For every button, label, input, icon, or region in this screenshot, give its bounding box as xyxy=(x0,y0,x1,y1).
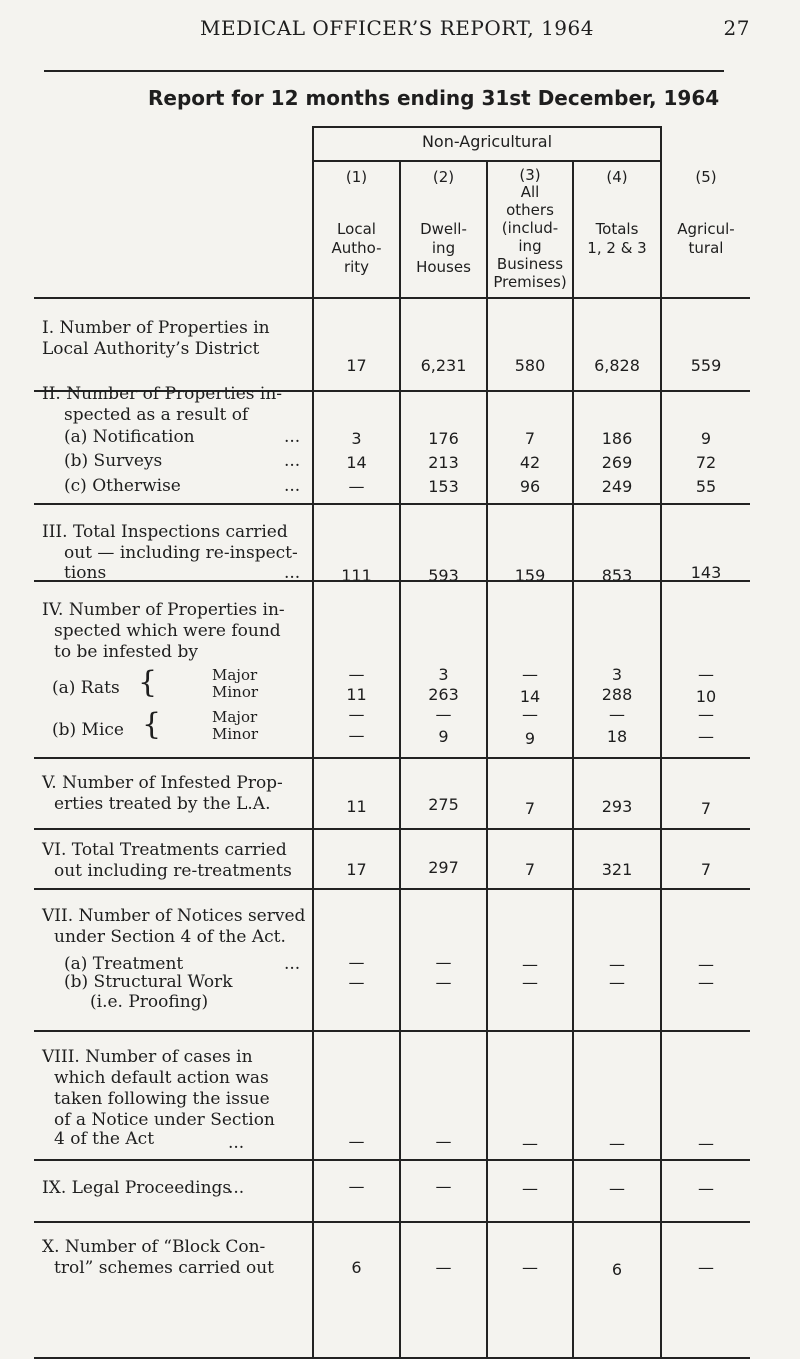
row6-l2: out including re-treatments xyxy=(54,861,292,881)
row3-c2: 593 xyxy=(428,566,459,585)
col3-line1: All xyxy=(520,183,540,201)
group-header: Non-Agricultural xyxy=(421,132,553,151)
mice-major-c5: — xyxy=(698,705,714,724)
row3-dots: ... xyxy=(284,563,301,583)
col1-line1: Local xyxy=(337,220,376,238)
row8-c3: — xyxy=(522,1134,538,1153)
row5-c1: 11 xyxy=(346,797,367,816)
row6-c5: 7 xyxy=(700,860,712,879)
col3-line2: others xyxy=(506,201,554,219)
mice-major-c1: — xyxy=(348,705,365,724)
row4-l2: spected which were found xyxy=(54,621,281,641)
row1-c2: 6,231 xyxy=(420,356,467,375)
col4-num: (4) xyxy=(606,168,628,186)
row8-c2: — xyxy=(435,1132,452,1151)
row2c-c3: 96 xyxy=(519,477,541,496)
row2-label-line2b: spected as a result of xyxy=(64,405,249,425)
col2-line2: ing xyxy=(431,239,456,257)
row1-label-line1: I. Number of Properties in xyxy=(42,318,270,338)
row9-c5: — xyxy=(698,1179,714,1198)
row5-c2: 275 xyxy=(428,795,459,814)
rats-major-c2: 3 xyxy=(438,665,449,684)
row6-c2: 297 xyxy=(428,858,459,877)
row9-dots: ... xyxy=(228,1178,245,1198)
mice-major-c4: — xyxy=(609,705,625,724)
row2c-c4: 249 xyxy=(601,477,633,496)
row10-c1: 6 xyxy=(351,1258,362,1277)
row7a-c1: — xyxy=(348,953,365,972)
row7b-label: (b) Structural Work xyxy=(64,972,233,992)
col2-num: (2) xyxy=(432,168,455,186)
row2c-c2: 153 xyxy=(428,477,459,496)
col1-line3: rity xyxy=(343,258,370,276)
row2b-c4: 269 xyxy=(601,453,633,472)
row2a-dots: ... xyxy=(284,427,301,447)
row3-c1: 111 xyxy=(341,566,372,585)
row2a-c2: 176 xyxy=(428,429,459,448)
mice-minor-c1: — xyxy=(348,726,365,745)
row6-l1: VI. Total Treatments carried xyxy=(42,840,287,860)
row3-c5: 143 xyxy=(690,563,722,582)
row10-c2: — xyxy=(435,1258,452,1277)
row2a-c3: 7 xyxy=(524,429,536,448)
row8-l5: 4 of the Act xyxy=(54,1129,155,1149)
col3-line5: Business xyxy=(496,255,564,273)
row6-c4: 321 xyxy=(601,860,633,879)
row3-l2: out — including re-inspect- xyxy=(64,543,298,563)
row9-label: IX. Legal Proceedings xyxy=(42,1178,232,1198)
mice-minor-c3: 9 xyxy=(524,729,536,748)
header-rule xyxy=(44,70,724,72)
row8-c5: — xyxy=(698,1134,714,1153)
rats-major-c4: 3 xyxy=(611,665,623,684)
row9-c2: — xyxy=(435,1177,452,1196)
col2-line1: Dwell- xyxy=(420,220,467,238)
row7b-c3: — xyxy=(522,973,538,992)
row1-c1: 17 xyxy=(346,356,367,375)
row1-c4: 6,828 xyxy=(594,356,640,375)
row8-c4: — xyxy=(609,1134,625,1153)
row2b-c2: 213 xyxy=(428,453,459,472)
row7a-c3: — xyxy=(522,955,538,974)
row7a-c5: — xyxy=(698,955,714,974)
row7a-label: (a) Treatment xyxy=(64,954,184,974)
row4-l1: IV. Number of Properties in- xyxy=(42,600,285,620)
rats-minor-c3: 14 xyxy=(519,687,541,706)
mice-minor-c4: 18 xyxy=(606,727,628,746)
row7b-c1: — xyxy=(348,973,365,992)
row8-dots: ... xyxy=(228,1133,245,1153)
row8-l1: VIII. Number of cases in xyxy=(42,1047,253,1067)
row2c-c5: 55 xyxy=(695,477,717,496)
row2c-c1: — xyxy=(348,477,365,496)
rats-minor-c2: 263 xyxy=(428,685,459,704)
row9-c4: — xyxy=(609,1179,625,1198)
row4-l3: to be infested by xyxy=(54,642,198,662)
row2a-c4: 186 xyxy=(601,429,633,448)
row2a-c5: 9 xyxy=(700,429,712,448)
row2b-c5: 72 xyxy=(695,453,717,472)
row2b-label: (b) Surveys xyxy=(64,451,163,471)
row5-l2: erties treated by the L.A. xyxy=(54,794,271,814)
mice-major-label: Major xyxy=(212,708,258,726)
col5-num: (5) xyxy=(695,168,717,186)
col3-num: (3) xyxy=(519,166,541,184)
row7b-c4: — xyxy=(609,973,625,992)
row5-l1: V. Number of Infested Prop- xyxy=(42,773,283,793)
mice-brace-icon: { xyxy=(142,707,162,742)
row1-label-line2: Local Authority’s District xyxy=(42,339,260,359)
row10-c5: — xyxy=(698,1258,714,1277)
mice-major-c3: — xyxy=(522,705,538,724)
row5-c4: 293 xyxy=(601,797,633,816)
row9-c3: — xyxy=(522,1179,538,1198)
mice-minor-c2: 9 xyxy=(438,727,449,746)
row3-c3: 159 xyxy=(514,566,546,585)
row1-c3: 580 xyxy=(514,356,546,375)
col1-num: (1) xyxy=(345,168,368,186)
rats-brace-icon: { xyxy=(138,665,158,700)
col3-line3: (includ- xyxy=(501,219,559,237)
row7a-dots: ... xyxy=(284,954,301,974)
row2a-label: (a) Notification xyxy=(64,427,195,447)
row8-c1: — xyxy=(348,1132,365,1151)
rats-major-c5: — xyxy=(698,665,714,684)
page-number: 27 xyxy=(723,16,750,40)
row10-l1: X. Number of “Block Con- xyxy=(42,1237,266,1257)
row2b-c3: 42 xyxy=(519,453,541,472)
row7a-c2: — xyxy=(435,953,452,972)
row7b-c5: — xyxy=(698,973,714,992)
row5-c5: 7 xyxy=(700,799,712,818)
row10-l2: trol” schemes carried out xyxy=(54,1258,274,1278)
rats-major-c1: — xyxy=(348,665,365,684)
row3-l1: III. Total Inspections carried xyxy=(42,522,288,542)
row3-c4: 853 xyxy=(601,566,633,585)
row7a-c4: — xyxy=(609,955,625,974)
report-title: Report for 12 months ending 31st December, 1964 xyxy=(148,86,720,110)
row2a-c1: 3 xyxy=(351,429,362,448)
row2c-dots-final: ... xyxy=(284,476,301,496)
row8-l2: which default action was xyxy=(54,1068,269,1088)
col3-line4: ing xyxy=(518,237,542,255)
mice-minor-label: Minor xyxy=(212,725,259,743)
row1-c5: 559 xyxy=(690,356,722,375)
row10-c4: 6 xyxy=(611,1260,623,1279)
col3-line6: Premises) xyxy=(493,273,567,291)
row2c-label-final: (c) Otherwise xyxy=(64,476,181,496)
row7-l1: VII. Number of Notices served xyxy=(42,906,306,926)
row8-l3: taken following the issue xyxy=(54,1089,270,1109)
mice-label: (b) Mice xyxy=(52,720,124,740)
col4-line2: 1, 2 & 3 xyxy=(587,239,647,257)
row6-c3: 7 xyxy=(524,860,536,879)
row3-l3: tions xyxy=(64,563,107,583)
rats-minor-c4: 288 xyxy=(601,685,633,704)
report-header-title: MEDICAL OFFICER’S REPORT, 1964 xyxy=(200,16,594,40)
col5-line1: Agricul- xyxy=(677,220,735,238)
rats-label: (a) Rats xyxy=(52,678,120,698)
row6-c1: 17 xyxy=(346,860,367,879)
col1-line2: Autho- xyxy=(331,239,382,257)
col2-line3: Houses xyxy=(416,258,471,276)
row7-l2: under Section 4 of the Act. xyxy=(54,927,286,947)
col5-line2: tural xyxy=(688,239,724,257)
mice-major-c2: — xyxy=(435,705,452,724)
rats-major-c3: — xyxy=(522,665,538,684)
row8-l4: of a Notice under Section xyxy=(54,1110,275,1130)
row10-c3: — xyxy=(522,1258,538,1277)
rats-minor-c1: 11 xyxy=(346,685,367,704)
row2b-dots: ... xyxy=(284,451,301,471)
col4-line1: Totals xyxy=(595,220,639,238)
rats-minor-label: Minor xyxy=(212,683,259,701)
row5-c3: 7 xyxy=(524,799,536,818)
rats-major-label: Major xyxy=(212,666,258,684)
row7b-c2: — xyxy=(435,973,452,992)
row9-c1: — xyxy=(348,1177,365,1196)
rats-minor-c5: 10 xyxy=(695,687,717,706)
mice-minor-c5: — xyxy=(698,727,714,746)
row2-label-line1: II. Number of Properties in- xyxy=(42,384,283,404)
row2b-c1: 14 xyxy=(346,453,367,472)
row7b-label2: (i.e. Proofing) xyxy=(90,992,209,1012)
